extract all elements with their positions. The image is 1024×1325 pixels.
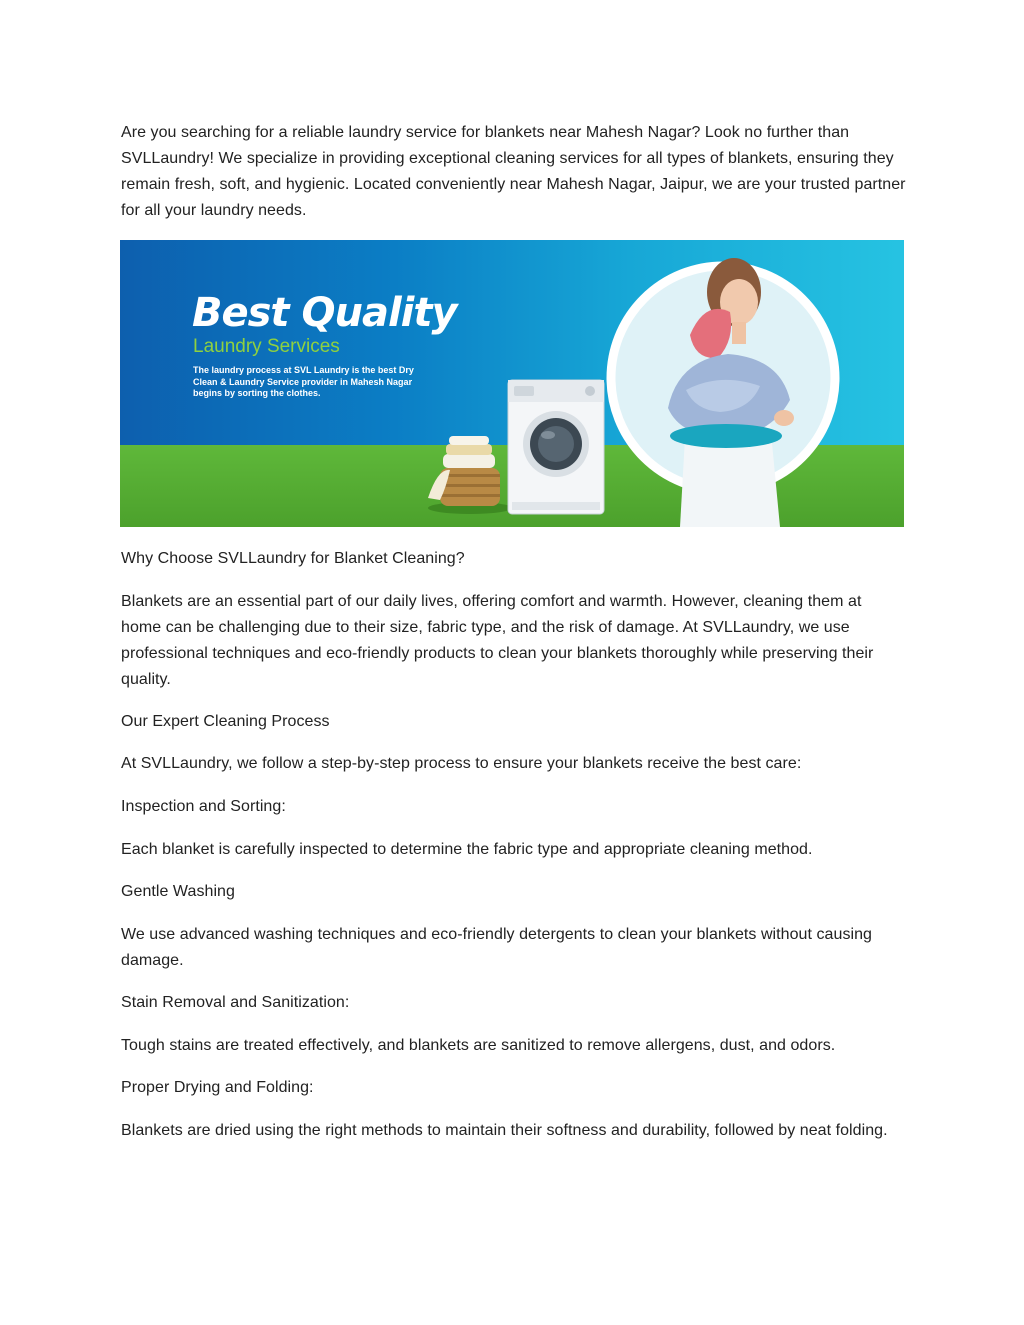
why-heading: Why Choose SVLLaundry for Blanket Cleaning? bbox=[121, 550, 465, 567]
banner-title: Best Quality bbox=[192, 290, 457, 336]
step-title: Stain Removal and Sanitization: bbox=[121, 994, 350, 1011]
intro-paragraph: Are you searching for a reliable laundry service for blankets near Mahesh Nagar? Look no further than SVLLaundry! We specialize in providing exceptional cleaning services for all types of blankets, ensuring they remain fresh, soft, and hygienic. Located conveniently near Mahesh Nagar, Jaipur, we are your trusted partner for all your laundry needs. bbox=[121, 124, 906, 219]
why-body: Blankets are an essential part of our daily lives, offering comfort and warmth. However, cleaning them at home can be challenging due to their size, fabric type, and the risk of damage. At SVLLaundry, we use professional techniques and eco-friendly products to clean your blankets thoroughly while preserving their quality. bbox=[121, 593, 874, 688]
step-body: Tough stains are treated effectively, and blankets are sanitized to remove allergens, dust, and odors. bbox=[121, 1037, 836, 1054]
step-title: Gentle Washing bbox=[121, 883, 235, 900]
process-intro: At SVLLaundry, we follow a step-by-step process to ensure your blankets receive the best care: bbox=[121, 755, 802, 772]
process-heading: Our Expert Cleaning Process bbox=[121, 713, 330, 730]
banner-subtitle: Laundry Services bbox=[193, 336, 340, 357]
step-body: We use advanced washing techniques and eco-friendly detergents to clean your blankets without causing damage. bbox=[121, 926, 872, 969]
washing-machine-icon bbox=[508, 380, 604, 514]
step-title: Inspection and Sorting: bbox=[121, 798, 286, 815]
step-body: Blankets are dried using the right methods to maintain their softness and durability, followed by neat folding. bbox=[121, 1122, 888, 1139]
towel-basket-icon bbox=[428, 436, 512, 514]
laundry-banner-image bbox=[120, 240, 904, 527]
woman-with-laundry-image bbox=[611, 258, 835, 527]
banner-illustration bbox=[120, 240, 904, 527]
step-title: Proper Drying and Folding: bbox=[121, 1079, 314, 1096]
banner-description: The laundry process at SVL Laundry is the best Dry Clean & Laundry Service provider in Mahesh Nagar begins by sorting the clothes. bbox=[193, 365, 414, 398]
step-body: Each blanket is carefully inspected to determine the fabric type and appropriate cleaning method. bbox=[121, 841, 813, 858]
